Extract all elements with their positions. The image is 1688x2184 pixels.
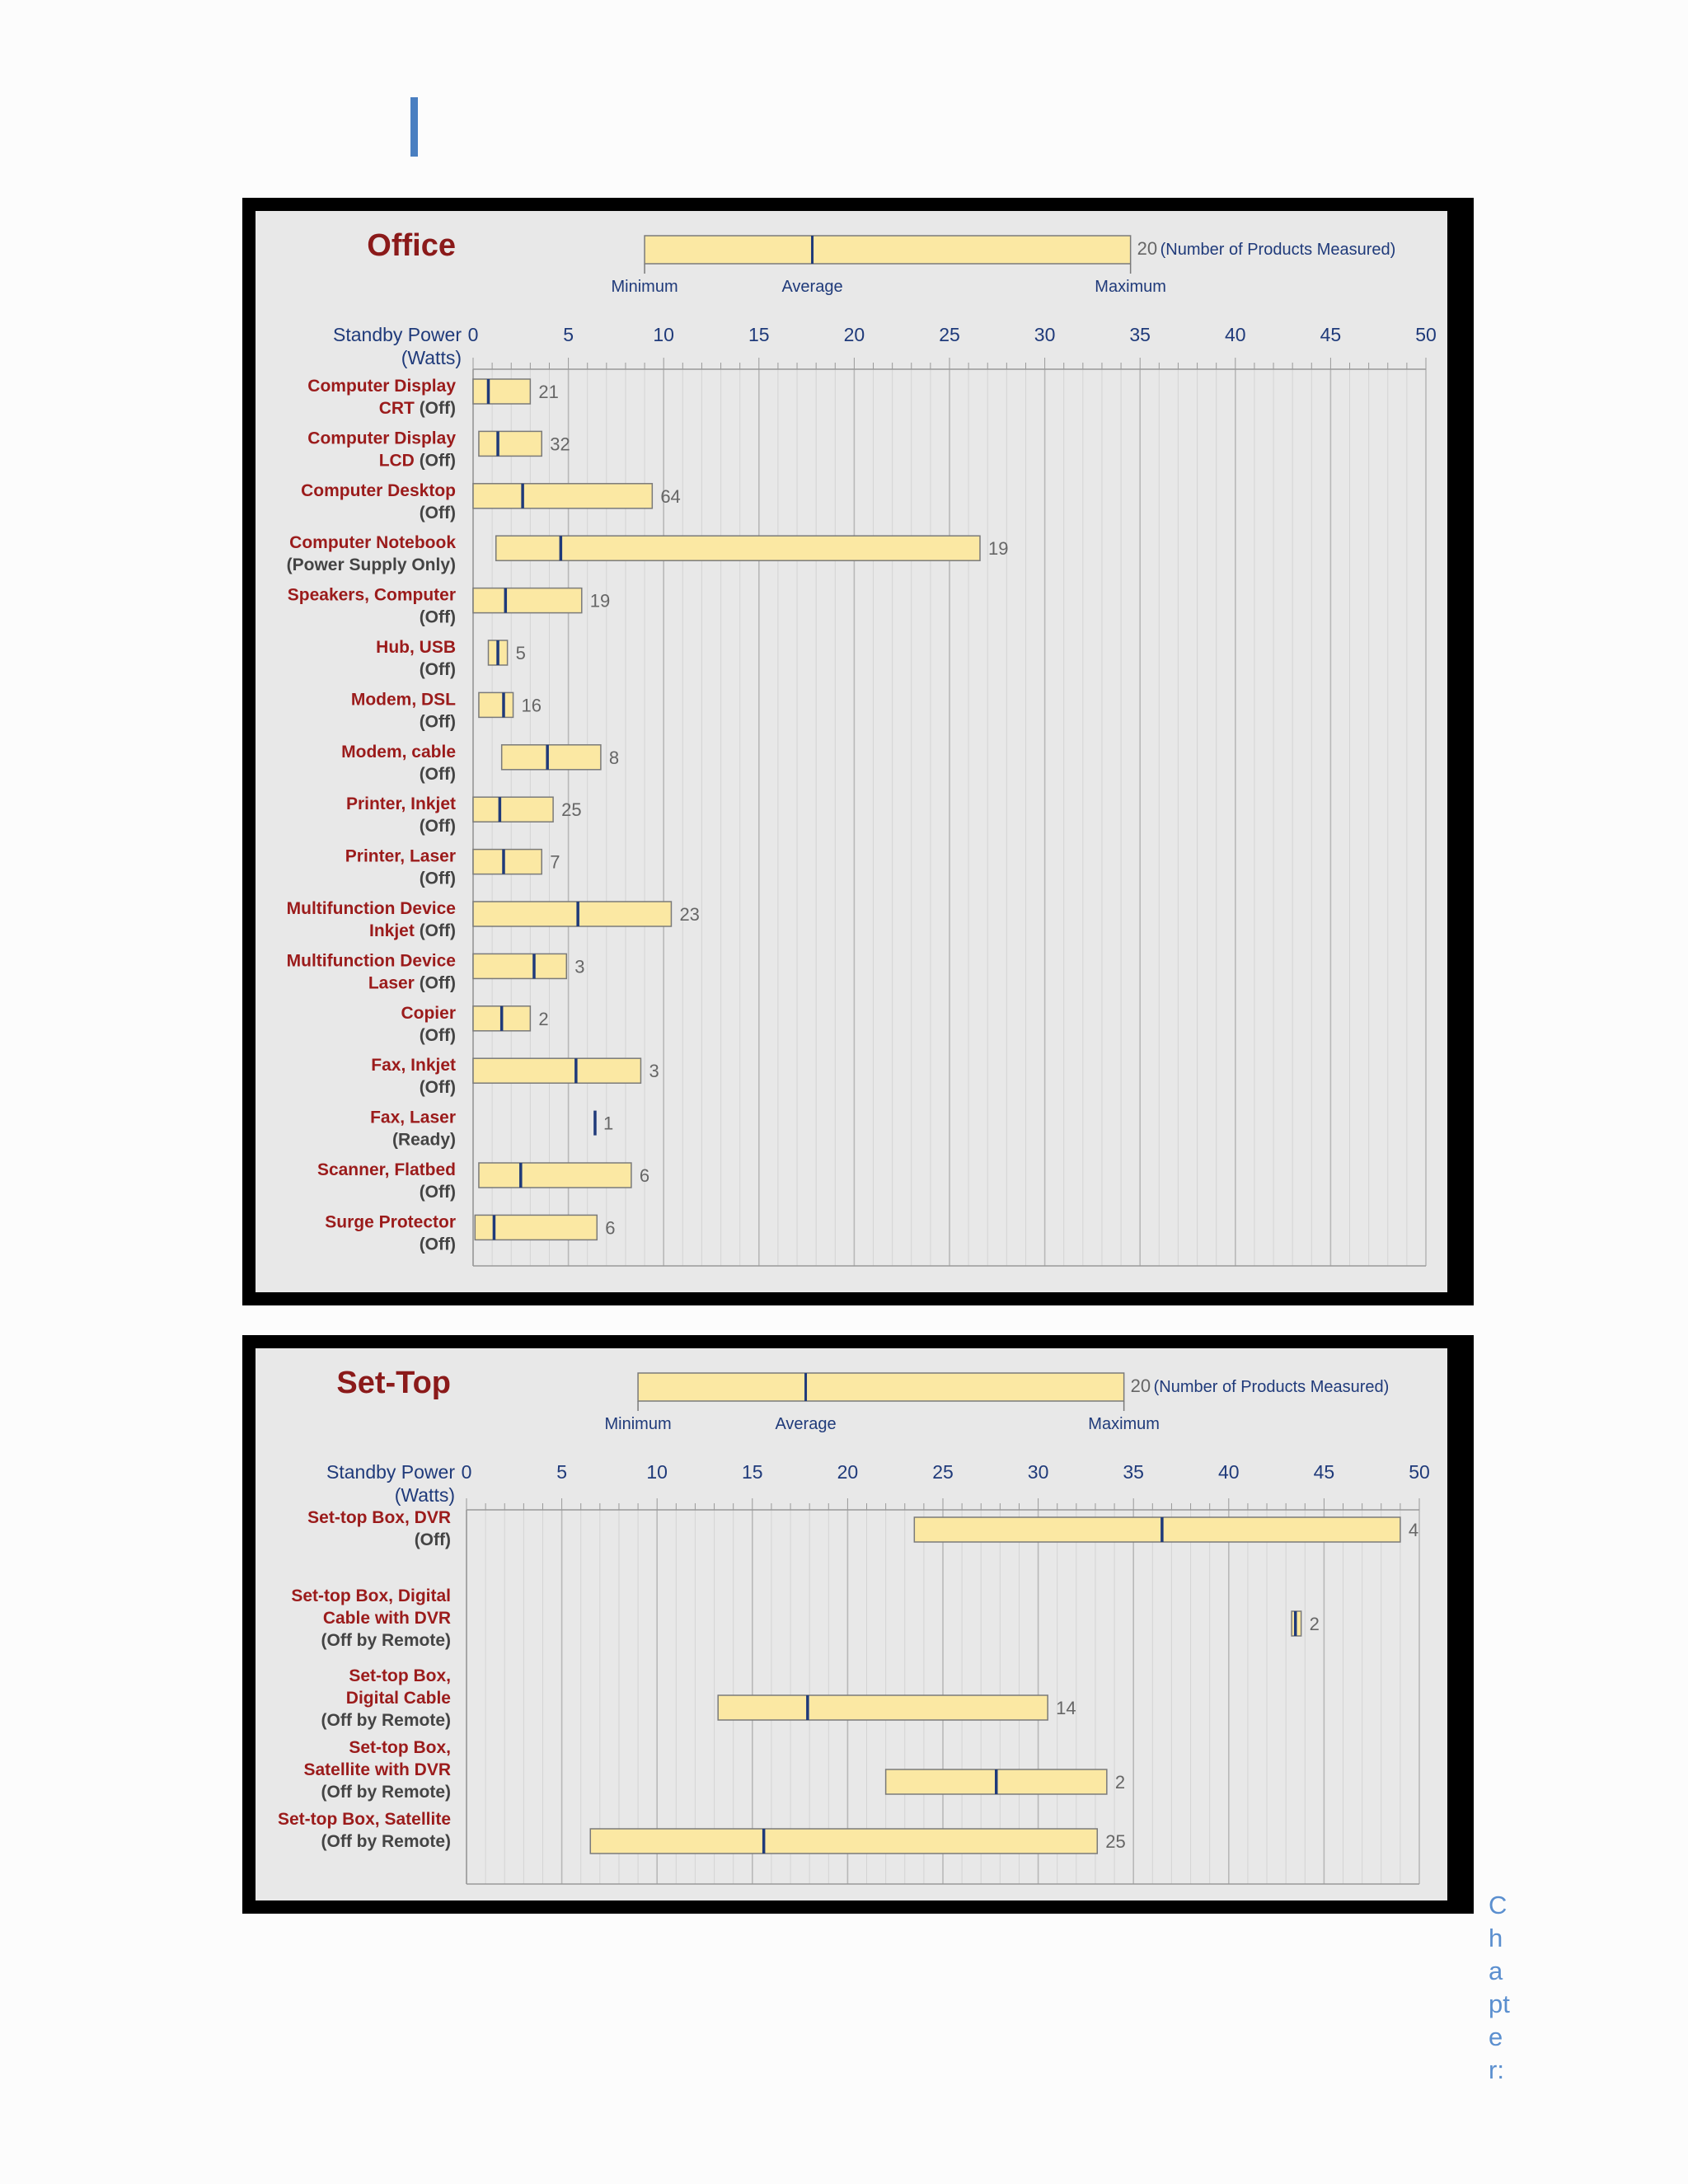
count-label: 2 [538, 1008, 549, 1029]
range-bar [479, 1163, 631, 1188]
count-label: 3 [649, 1061, 659, 1082]
x-tick-label: 30 [1034, 324, 1056, 345]
range-bar [473, 588, 582, 613]
side-note-line: r: [1489, 2055, 1504, 2084]
legend-maximum-label: Maximum [1095, 278, 1166, 296]
x-tick-label: 45 [1320, 324, 1342, 345]
x-tick-label: 5 [556, 1461, 567, 1483]
x-tick-label: 20 [843, 324, 865, 345]
row-condition [420, 660, 456, 679]
row-condition-text: (Off) [419, 973, 456, 993]
row-condition-text: (Off) [419, 921, 456, 940]
accent-bar [410, 97, 418, 157]
row-condition: (Off by Remote) [321, 1832, 451, 1851]
count-label: 19 [589, 590, 611, 612]
side-note-line: C [1489, 1891, 1507, 1919]
office-chart-frame [242, 198, 1474, 1305]
x-tick-label: 25 [932, 1461, 954, 1483]
row-condition [392, 1131, 456, 1150]
range-bar [502, 745, 601, 770]
x-tick-label: 40 [1225, 324, 1246, 345]
settop-chart [256, 1348, 1447, 1900]
row-condition [420, 1026, 456, 1045]
row-condition-text: (Power Supply Only) [286, 555, 456, 575]
count-label: 6 [639, 1165, 650, 1186]
count-label: 16 [521, 695, 542, 716]
count-label: 8 [608, 747, 620, 768]
legend-count: 20 [1130, 1376, 1151, 1396]
row-label: Set-top Box, Digital [291, 1586, 451, 1605]
x-tick-label: 50 [1415, 324, 1437, 345]
row-condition [420, 765, 456, 784]
range-bar [473, 484, 652, 509]
count-label: 7 [550, 851, 560, 873]
row-label: Set-top Box, [349, 1666, 451, 1685]
row-label: Set-top Box, DVR [307, 1508, 451, 1527]
row-condition-text: (Off) [419, 712, 456, 732]
row-condition [420, 504, 456, 523]
range-bar [496, 536, 980, 560]
count-label: 2 [1114, 1772, 1126, 1793]
row-condition [287, 555, 456, 574]
x-tick-label: 30 [1027, 1461, 1049, 1483]
count-label: 25 [1105, 1831, 1126, 1852]
range-bar [473, 1058, 640, 1083]
x-tick-label: 45 [1313, 1461, 1335, 1483]
axis-title: Standby Power [326, 1461, 455, 1483]
row-label: Set-top Box, Satellite [277, 1810, 451, 1829]
legend-sample-bar [638, 1373, 1124, 1401]
count-label: 3 [574, 956, 585, 977]
range-bar [473, 902, 671, 926]
row-condition-text: (Off) [419, 503, 456, 523]
legend-count-label: (Number of Products Measured) [1153, 1378, 1390, 1396]
row-label: Printer, Laser [345, 846, 456, 866]
range-bar [473, 850, 542, 874]
row-label: Scanner, Flatbed [316, 1160, 456, 1179]
legend-average-label: Average [781, 278, 843, 296]
range-bar [473, 797, 553, 822]
count-label: 5 [515, 643, 526, 663]
legend-count-label: (Number of Products Measured) [1160, 241, 1396, 259]
row-label: Digital Cable [345, 1689, 451, 1708]
legend-minimum-label: Minimum [604, 1415, 672, 1433]
legend-maximum-label: Maximum [1088, 1415, 1160, 1433]
row-label: Set-top Box, [349, 1738, 451, 1757]
row-label: Fax, Inkjet [371, 1056, 456, 1076]
count-label: 6 [605, 1217, 616, 1239]
legend-average-label: Average [775, 1415, 837, 1433]
x-tick-label: 35 [1129, 324, 1151, 345]
count-label: 1 [603, 1113, 614, 1134]
side-note-line: h [1489, 1924, 1503, 1952]
row-condition: (Off by Remote) [321, 1783, 451, 1802]
row-label: Multifunction Device [286, 899, 456, 918]
x-tick-label: 20 [837, 1461, 859, 1483]
row-condition-text: (Off) [419, 1183, 456, 1202]
row-label: Hub, USB [376, 638, 456, 657]
range-bar [473, 954, 566, 978]
chart-title: Set-Top [336, 1366, 451, 1400]
settop-chart-frame [242, 1335, 1474, 1914]
axis-title: Standby Power [333, 324, 462, 345]
row-condition-text: (Off) [419, 869, 456, 888]
x-tick-label: 10 [646, 1461, 668, 1483]
x-tick-label: 0 [461, 1461, 472, 1483]
range-bar [473, 379, 530, 404]
row-condition [368, 973, 456, 992]
row-label-sub: LCD [378, 451, 420, 471]
row-condition [420, 712, 456, 731]
row-label: Printer, Inkjet [345, 794, 456, 814]
row-condition [379, 451, 456, 470]
row-label-sub: Laser [368, 973, 420, 993]
row-condition-text: (Off) [419, 1025, 456, 1045]
x-tick-label: 15 [742, 1461, 763, 1483]
row-condition [420, 817, 456, 836]
row-label: Modem, cable [341, 742, 456, 762]
count-label: 14 [1056, 1698, 1076, 1718]
count-label: 23 [679, 904, 700, 925]
x-tick-label: 40 [1218, 1461, 1240, 1483]
range-bar [914, 1517, 1400, 1542]
side-note-line: pt [1489, 1990, 1510, 2018]
legend-minimum-label: Minimum [611, 278, 678, 296]
range-bar [718, 1695, 1048, 1720]
count-label: 64 [660, 485, 681, 507]
x-tick-label: 5 [563, 324, 574, 345]
axis-title-units: (Watts) [401, 347, 462, 368]
row-condition [420, 1078, 456, 1097]
row-condition-text: (Off) [419, 451, 456, 471]
count-label: 21 [538, 382, 559, 402]
x-tick-label: 15 [748, 324, 770, 345]
row-label: Cable with DVR [322, 1609, 451, 1628]
row-label: Computer Notebook [289, 533, 456, 553]
side-note [1489, 1889, 1538, 2087]
side-note-line: e [1489, 2022, 1503, 2051]
side-note-line: a [1489, 1957, 1503, 1985]
row-condition-text: (Off) [419, 607, 456, 627]
row-condition [420, 869, 456, 888]
row-condition-text: (Off) [419, 1078, 456, 1098]
row-condition-text: (Off) [419, 1235, 456, 1254]
count-label: 32 [550, 434, 570, 455]
count-label: 25 [561, 799, 582, 821]
chart-title: Office [367, 228, 456, 263]
row-label: Surge Protector [325, 1212, 456, 1232]
row-label: Modem, DSL [350, 690, 456, 710]
legend-count: 20 [1137, 238, 1158, 259]
row-condition-text: (Off) [419, 399, 456, 418]
row-label: Speakers, Computer [287, 585, 456, 605]
row-condition [420, 1183, 456, 1202]
row-condition-text: (Off) [419, 817, 456, 837]
row-condition-text: (Off) [419, 660, 456, 679]
range-bar [479, 431, 542, 456]
row-label: Computer Display [307, 429, 456, 448]
row-label: Computer Desktop [301, 480, 456, 500]
row-condition [379, 399, 456, 418]
x-tick-label: 10 [653, 324, 674, 345]
row-label-sub: Inkjet [369, 921, 420, 940]
count-label: 19 [987, 538, 1009, 560]
row-condition [420, 608, 456, 627]
row-condition [369, 921, 456, 940]
row-condition: (Off by Remote) [321, 1631, 451, 1650]
row-label: Copier [401, 1003, 456, 1023]
row-condition: (Off) [414, 1530, 451, 1549]
count-label: 2 [1309, 1614, 1320, 1634]
range-bar [590, 1829, 1097, 1854]
office-chart [256, 211, 1447, 1292]
x-tick-label: 0 [467, 324, 479, 345]
legend-sample-bar [645, 236, 1131, 264]
count-label: 4 [1408, 1520, 1419, 1540]
x-tick-label: 35 [1123, 1461, 1144, 1483]
row-label: Computer Display [307, 377, 456, 396]
x-tick-label: 50 [1409, 1461, 1430, 1483]
row-label: Fax, Laser [370, 1108, 456, 1127]
axis-title-units: (Watts) [394, 1484, 455, 1506]
row-label: Satellite with DVR [303, 1760, 451, 1779]
x-tick-label: 25 [939, 324, 960, 345]
row-condition: (Off by Remote) [321, 1711, 451, 1730]
row-condition [420, 1235, 456, 1254]
row-label-sub: CRT [378, 399, 420, 418]
range-bar [479, 692, 513, 717]
row-condition-text: (Off) [419, 764, 456, 784]
row-label: Multifunction Device [286, 951, 456, 971]
row-condition-text: (Ready) [392, 1130, 456, 1150]
